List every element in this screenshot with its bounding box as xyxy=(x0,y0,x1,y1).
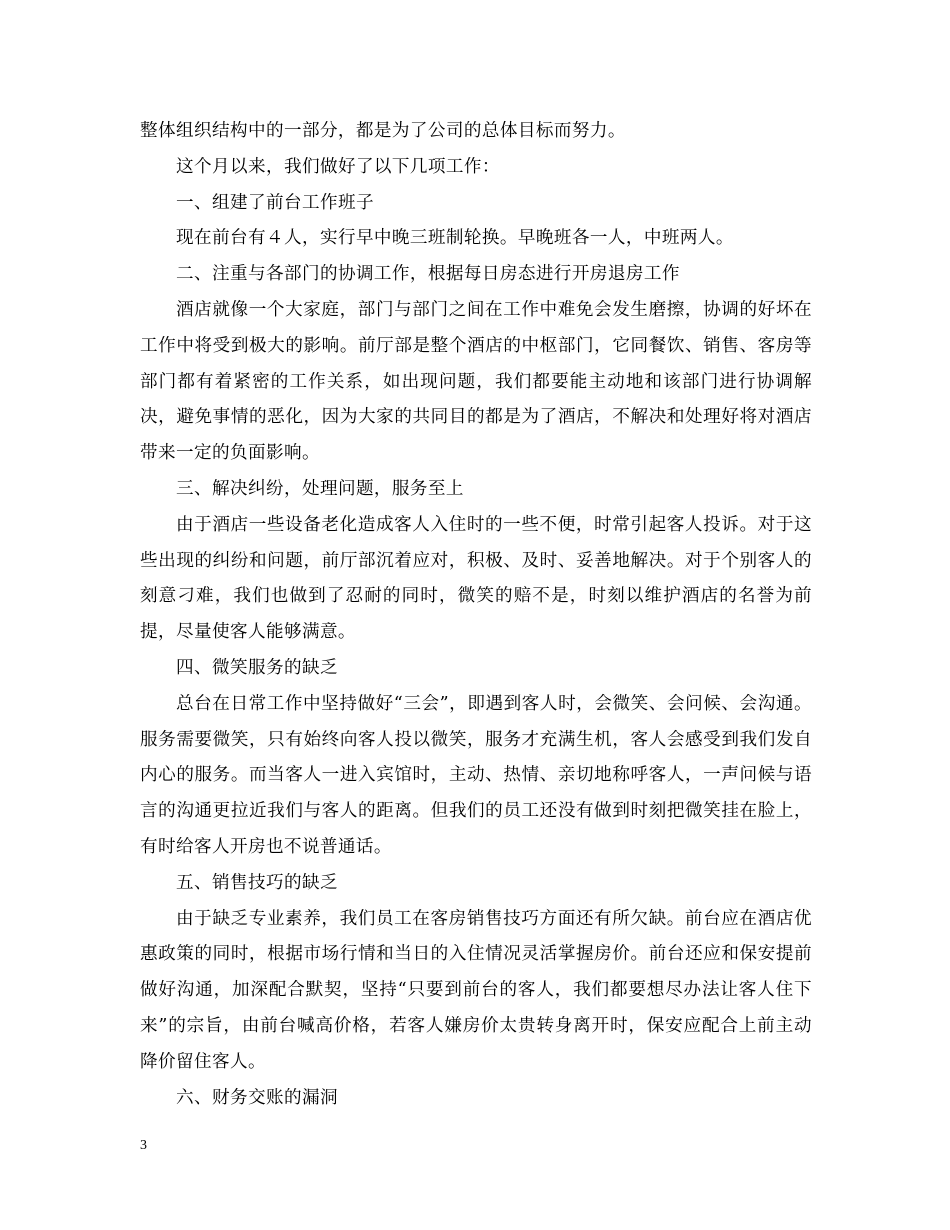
section-heading: 四、微笑服务的缺乏 xyxy=(176,657,338,678)
section-heading: 三、解决纠纷，处理问题，服务至上 xyxy=(176,478,464,499)
paragraph: 这个月以来，我们做好了以下几项工作： xyxy=(176,156,500,177)
paragraph: 总台在日常工作中坚持做好“三会”，即遇到客人时，会微笑、会问候、会沟通。服务需要微笑，只有始终向客人投以微笑，服务才充满生机，客人会感受到我们发自内心的服务。而当客人一进入宾馆时，主动、热情、亲切地称呼客人，一声问候与语言的沟通更拉近我们与客人的距离。但我们的员工还没有做到时刻把微笑挂在脸上，有时给客人开房也不说普通话。 xyxy=(140,693,812,857)
paragraph: 整体组织结构中的一部分，都是为了公司的总体目标而努力。 xyxy=(140,121,626,141)
paragraph: 由于缺乏专业素养，我们员工在客房销售技巧方面还有所欠缺。前台应在酒店优惠政策的同时，根据市场行情和当日的入住情况灵活掌握房价。前台还应和保安提前做好沟通，加深配合默契，坚持“只要到前台的客人，我们都要想尽办法让客人住下来”的宗旨，由前台喊高价格，若客人嫌房价太贵转身离开时，保安应配合上前主动降价留住客人。 xyxy=(140,908,812,1072)
section-heading: 五、销售技巧的缺乏 xyxy=(176,872,338,893)
paragraph: 由于酒店一些设备老化造成客人入住时的一些不便，时常引起客人投诉。对于这些出现的纠纷和问题，前厅部沉着应对，积极、及时、妥善地解决。对于个别客人的刻意刁难，我们也做到了忍耐的同时，微笑的赔不是，时刻以维护酒店的名誉为前提，尽量使客人能够满意。 xyxy=(140,514,812,643)
paragraph: 酒店就像一个大家庭，部门与部门之间在工作中难免会发生磨擦，协调的好坏在工作中将受到极大的影响。前厅部是整个酒店的中枢部门，它同餐饮、销售、客房等部门都有着紧密的工作关系，如出现问题，我们都要能主动地和该部门进行协调解决，避免事情的恶化，因为大家的共同目的都是为了酒店，不解决和处理好将对酒店带来一定的负面影响。 xyxy=(140,299,812,464)
section-heading: 二、注重与各部门的协调工作，根据每日房态进行开房退房工作 xyxy=(176,264,680,285)
paragraph: 现在前台有４人，实行早中晚三班制轮换。早晚班各一人，中班两人。 xyxy=(176,228,734,249)
section-heading: 六、财务交账的漏洞 xyxy=(176,1087,338,1108)
section-heading: 一、组建了前台工作班子 xyxy=(176,192,374,213)
page-number: 3 xyxy=(140,1138,147,1153)
document-body xyxy=(140,114,812,1116)
